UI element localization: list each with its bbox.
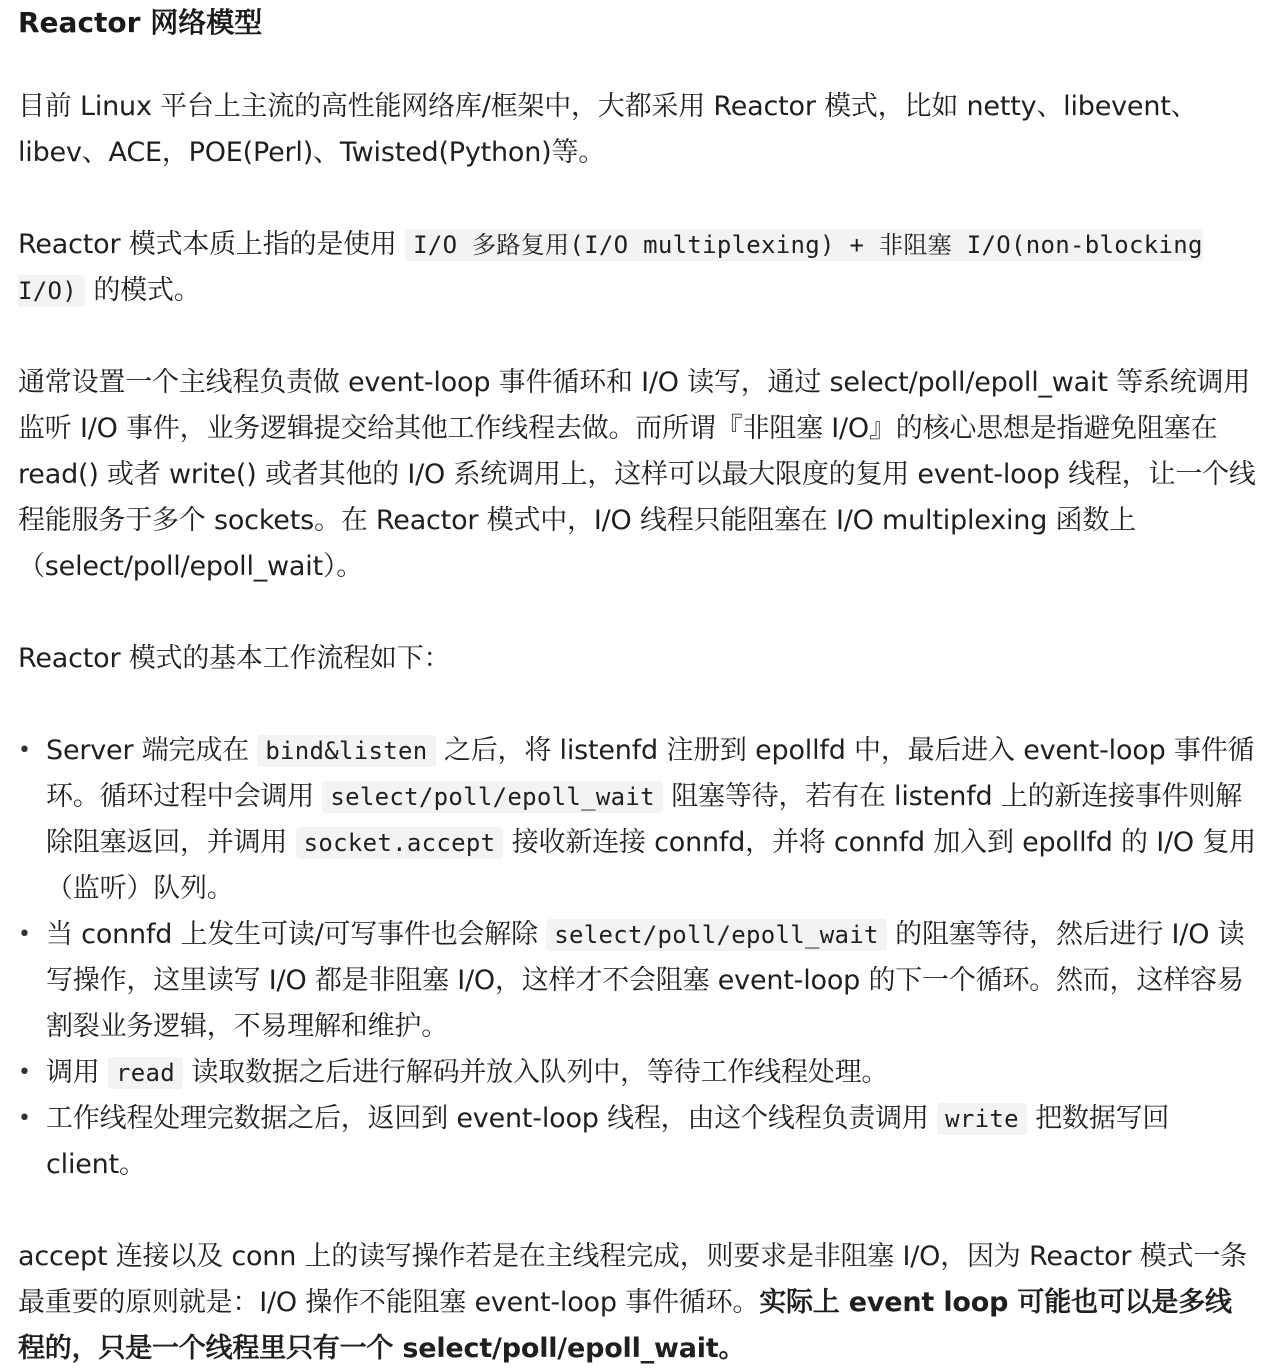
inline-code: socket.accept bbox=[296, 827, 504, 859]
list-item bbox=[18, 728, 1258, 912]
list-item bbox=[18, 912, 1258, 1050]
inline-code: bind&listen bbox=[257, 735, 435, 767]
spacer bbox=[18, 176, 1258, 222]
conclusion-paragraph bbox=[18, 1234, 1258, 1372]
inline-code: I/O 多路复用(I/O multiplexing) + 非阻塞 I/O(non-blocking I/O) bbox=[18, 231, 1203, 305]
bullet-icon: • bbox=[18, 922, 31, 947]
list-item-text: 把数据写回 client。 bbox=[46, 1103, 1170, 1180]
list-item-text: 之后，将 listenfd 注册到 epollfd 中，最后进入 event-loop 事件循环。循环过程中会调用 bbox=[46, 735, 1255, 812]
list-item bbox=[18, 1050, 1258, 1096]
spacer bbox=[18, 682, 1258, 728]
inline-code: read bbox=[108, 1057, 183, 1089]
reactor-definition-paragraph bbox=[18, 222, 1258, 314]
event-loop-paragraph: 通常设置一个主线程负责做 event-loop 事件循环和 I/O 读写，通过 select/poll/epoll_wait 等系统调用监听 I/O 事件，业务逻辑提交给其他工作线程去做。而所谓『非阻塞 I/O』的核心思想是指避免阻塞在 read() 或者 write() 或者其他的 I/O 系统调用上，这样可以最大限度的复用 event-loop 线程，让一个线程能服务于多个 sockets。在 Reactor 模式中，I/O 线程只能阻塞在 I/O multiplexing 函数上（select/poll/epoll_wait）。 bbox=[18, 367, 1256, 582]
bullet-icon: • bbox=[18, 1060, 31, 1085]
inline-code: write bbox=[937, 1103, 1027, 1135]
list-item-text: 工作线程处理完数据之后，返回到 event-loop 线程，由这个线程负责调用 bbox=[46, 1103, 938, 1134]
inline-code: select/poll/epoll_wait bbox=[322, 781, 662, 813]
list-item-text: 接收新连接 connfd，并将 connfd 加入到 epollfd 的 I/O 复用（监听）队列。 bbox=[46, 827, 1256, 904]
emphasis-text: 实际上 event loop 可能也可以是多线程的，只是一个线程里只有一个 select/poll/epoll_wait。 bbox=[18, 1287, 1232, 1364]
paragraph-text: accept 连接以及 conn 上的读写操作若是在主线程完成，则要求是非阻塞 I/O，因为 Reactor 模式一条最重要的原则就是：I/O 操作不能阻塞 event-loop 事件循环。 bbox=[18, 1241, 1247, 1318]
list-item bbox=[18, 1096, 1258, 1188]
list-item-text: 当 connfd 上发生可读/可写事件也会解除 bbox=[46, 919, 547, 950]
article-heading: Reactor 网络模型 bbox=[18, 6, 263, 39]
workflow-list bbox=[18, 728, 1258, 1188]
spacer bbox=[18, 1188, 1258, 1234]
bullet-icon: • bbox=[18, 738, 31, 763]
paragraph-text: Reactor 模式本质上指的是使用 bbox=[18, 229, 406, 260]
list-item-text: 的阻塞等待，然后进行 I/O 读写操作，这里读写 I/O 都是非阻塞 I/O，这样才不会阻塞 event-loop 的下一个循环。然而，这样容易割裂业务逻辑，不易理解和维护。 bbox=[46, 919, 1245, 1042]
spacer bbox=[18, 314, 1258, 360]
list-item-text: 读取数据之后进行解码并放入队列中，等待工作线程处理。 bbox=[182, 1057, 889, 1088]
list-item-text: 阻塞等待，若有在 listenfd 上的新连接事件则解除阻塞返回，并调用 bbox=[46, 781, 1243, 858]
intro-paragraph: 目前 Linux 平台上主流的高性能网络库/框架中，大都采用 Reactor 模式，比如 netty、libevent、libev、ACE，POE(Perl)、Twisted(Python)等。 bbox=[18, 91, 1198, 168]
list-item-text: 调用 bbox=[46, 1057, 108, 1088]
spacer bbox=[18, 590, 1258, 636]
list-item-text: Server 端完成在 bbox=[46, 735, 258, 766]
bullet-icon: • bbox=[18, 1106, 31, 1131]
inline-code: select/poll/epoll_wait bbox=[546, 919, 886, 951]
paragraph-text: 的模式。 bbox=[85, 275, 201, 306]
spacer bbox=[18, 44, 1258, 84]
workflow-intro-paragraph: Reactor 模式的基本工作流程如下： bbox=[18, 643, 451, 674]
